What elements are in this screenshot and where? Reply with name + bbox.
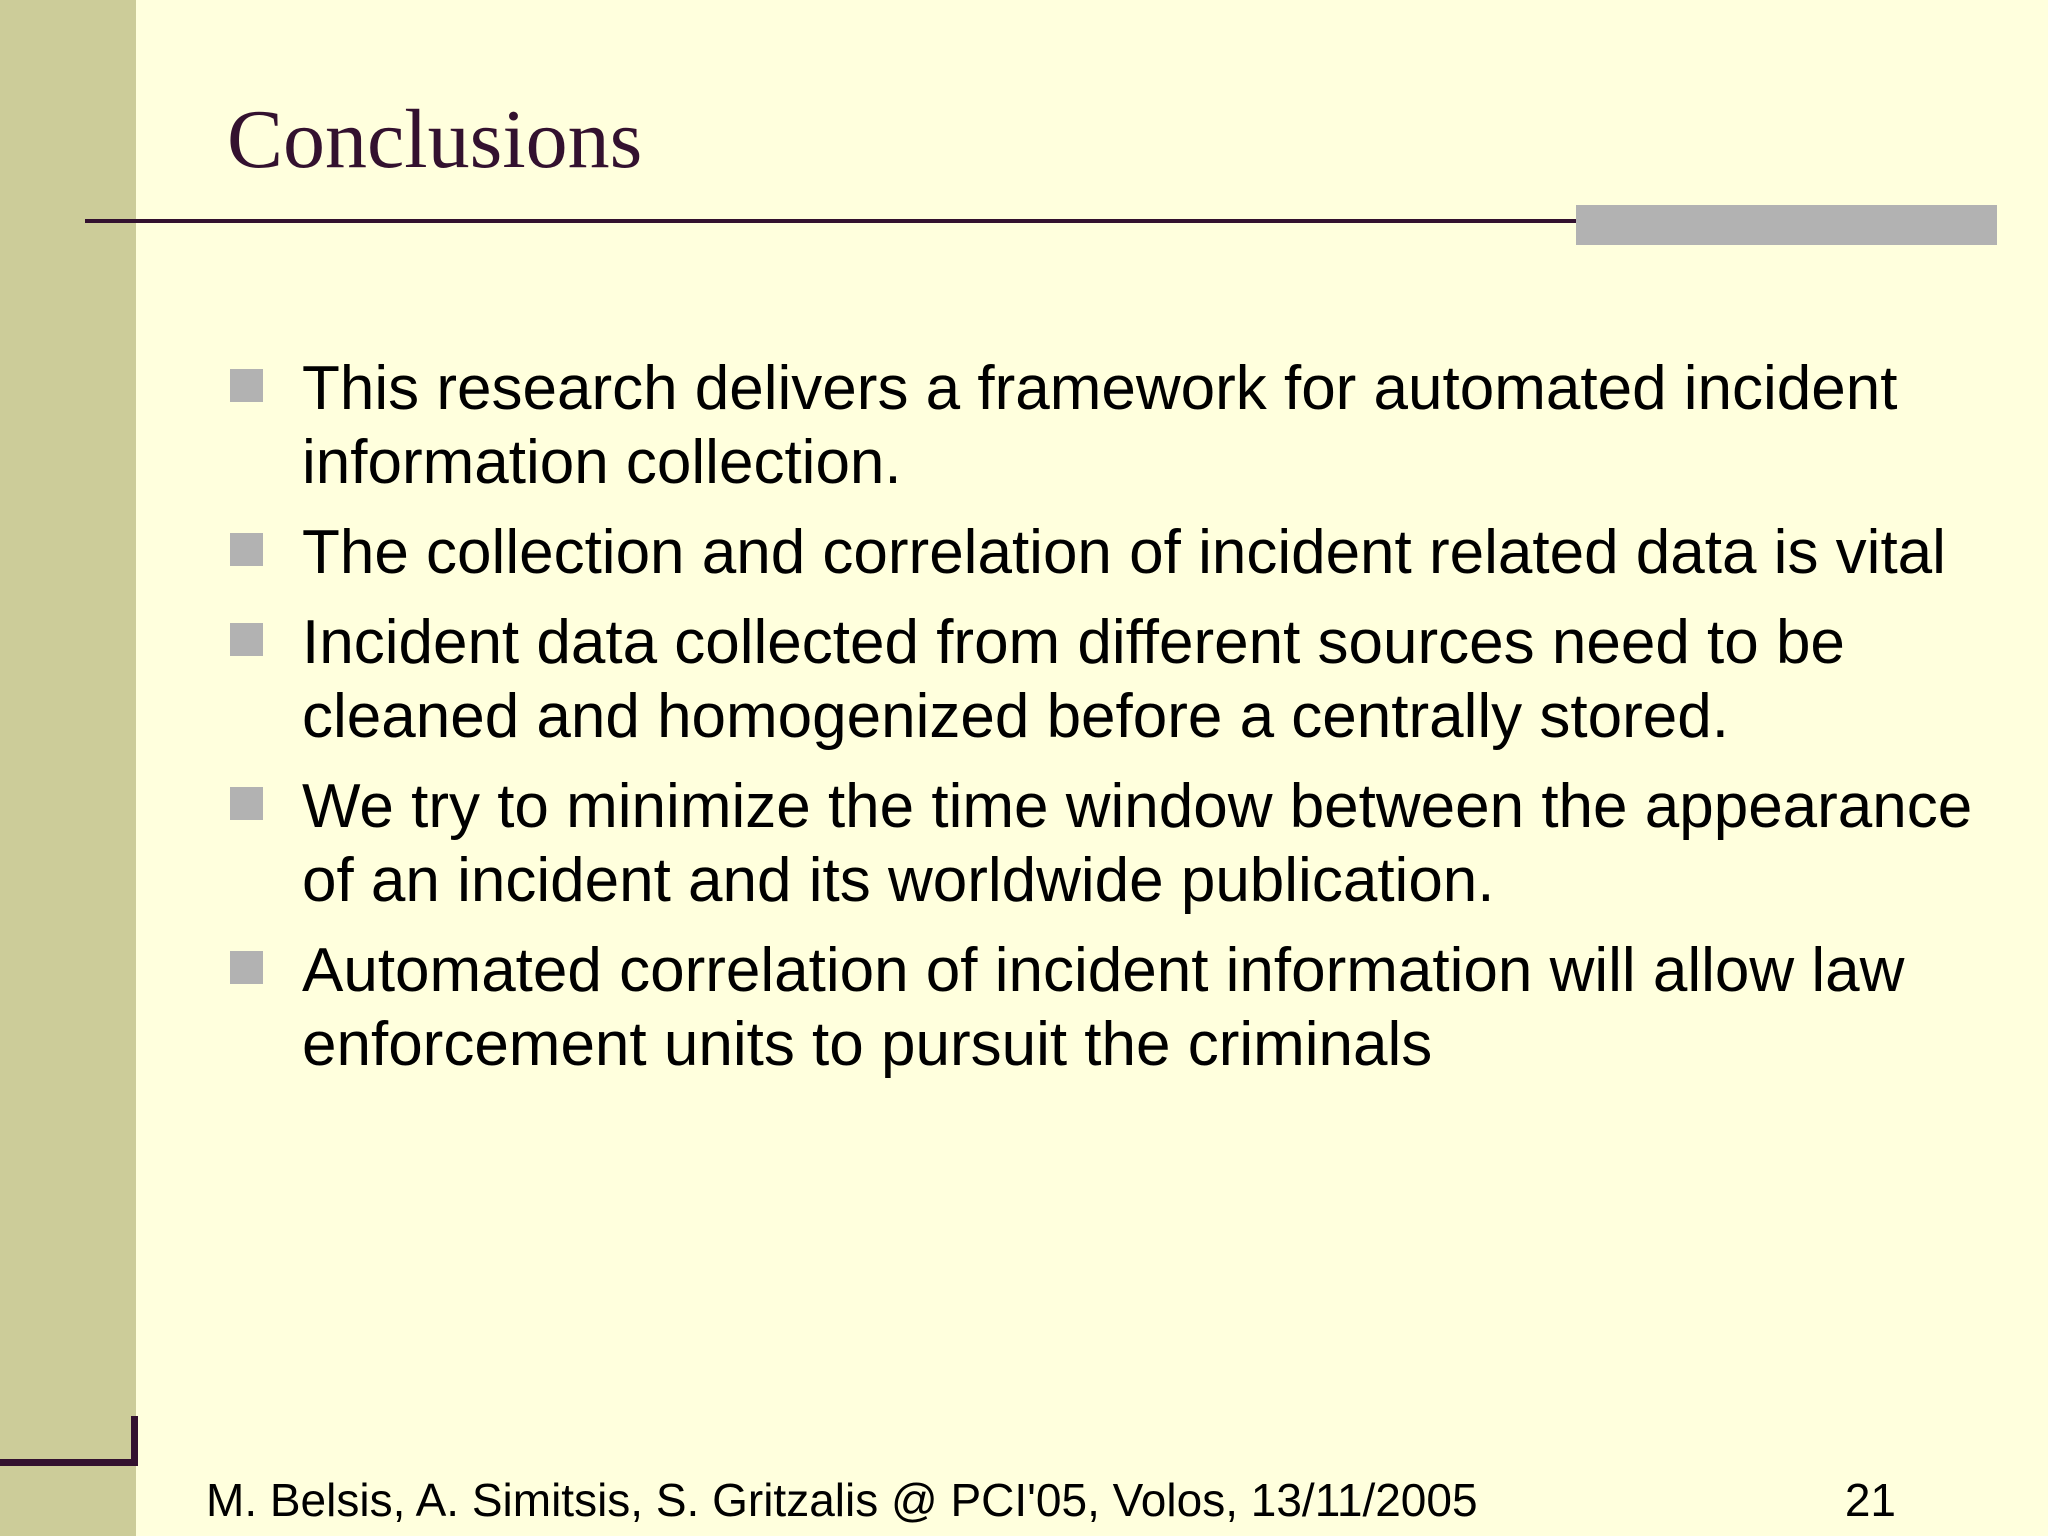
- square-bullet-icon: [230, 533, 263, 566]
- bullet-text: This research delivers a framework for automated incident information collection.: [302, 354, 1898, 497]
- square-bullet-icon: [230, 951, 263, 984]
- bullet-text: The collection and correlation of incident related data is vital: [302, 518, 1946, 587]
- bullet-item: [228, 606, 1978, 754]
- footer-citation: M. Belsis, A. Simitsis, S. Gritzalis @ PCI'05, Volos, 13/11/2005: [206, 1474, 1478, 1526]
- left-decorative-band: [0, 0, 136, 1536]
- square-bullet-icon: [230, 623, 263, 656]
- square-bullet-icon: [230, 369, 263, 402]
- title-accent-bar: [1576, 205, 1997, 245]
- bullet-list: [228, 352, 1978, 1098]
- bullet-item: [228, 516, 1978, 590]
- bullet-text: Incident data collected from different sources need to be cleaned and homogenized before a centrally stored.: [302, 608, 1845, 751]
- square-bullet-icon: [230, 787, 263, 820]
- slide-title: Conclusions: [227, 93, 643, 186]
- corner-bracket-horizontal: [0, 1459, 138, 1466]
- bullet-item: [228, 770, 1978, 918]
- bullet-item: [228, 934, 1978, 1082]
- page-number: 21: [1844, 1474, 1896, 1526]
- bullet-text: We try to minimize the time window between the appearance of an incident and its worldwide publication.: [302, 772, 1973, 915]
- bullet-text: Automated correlation of incident information will allow law enforcement units to pursuit the criminals: [302, 936, 1905, 1079]
- bullet-item: [228, 352, 1978, 500]
